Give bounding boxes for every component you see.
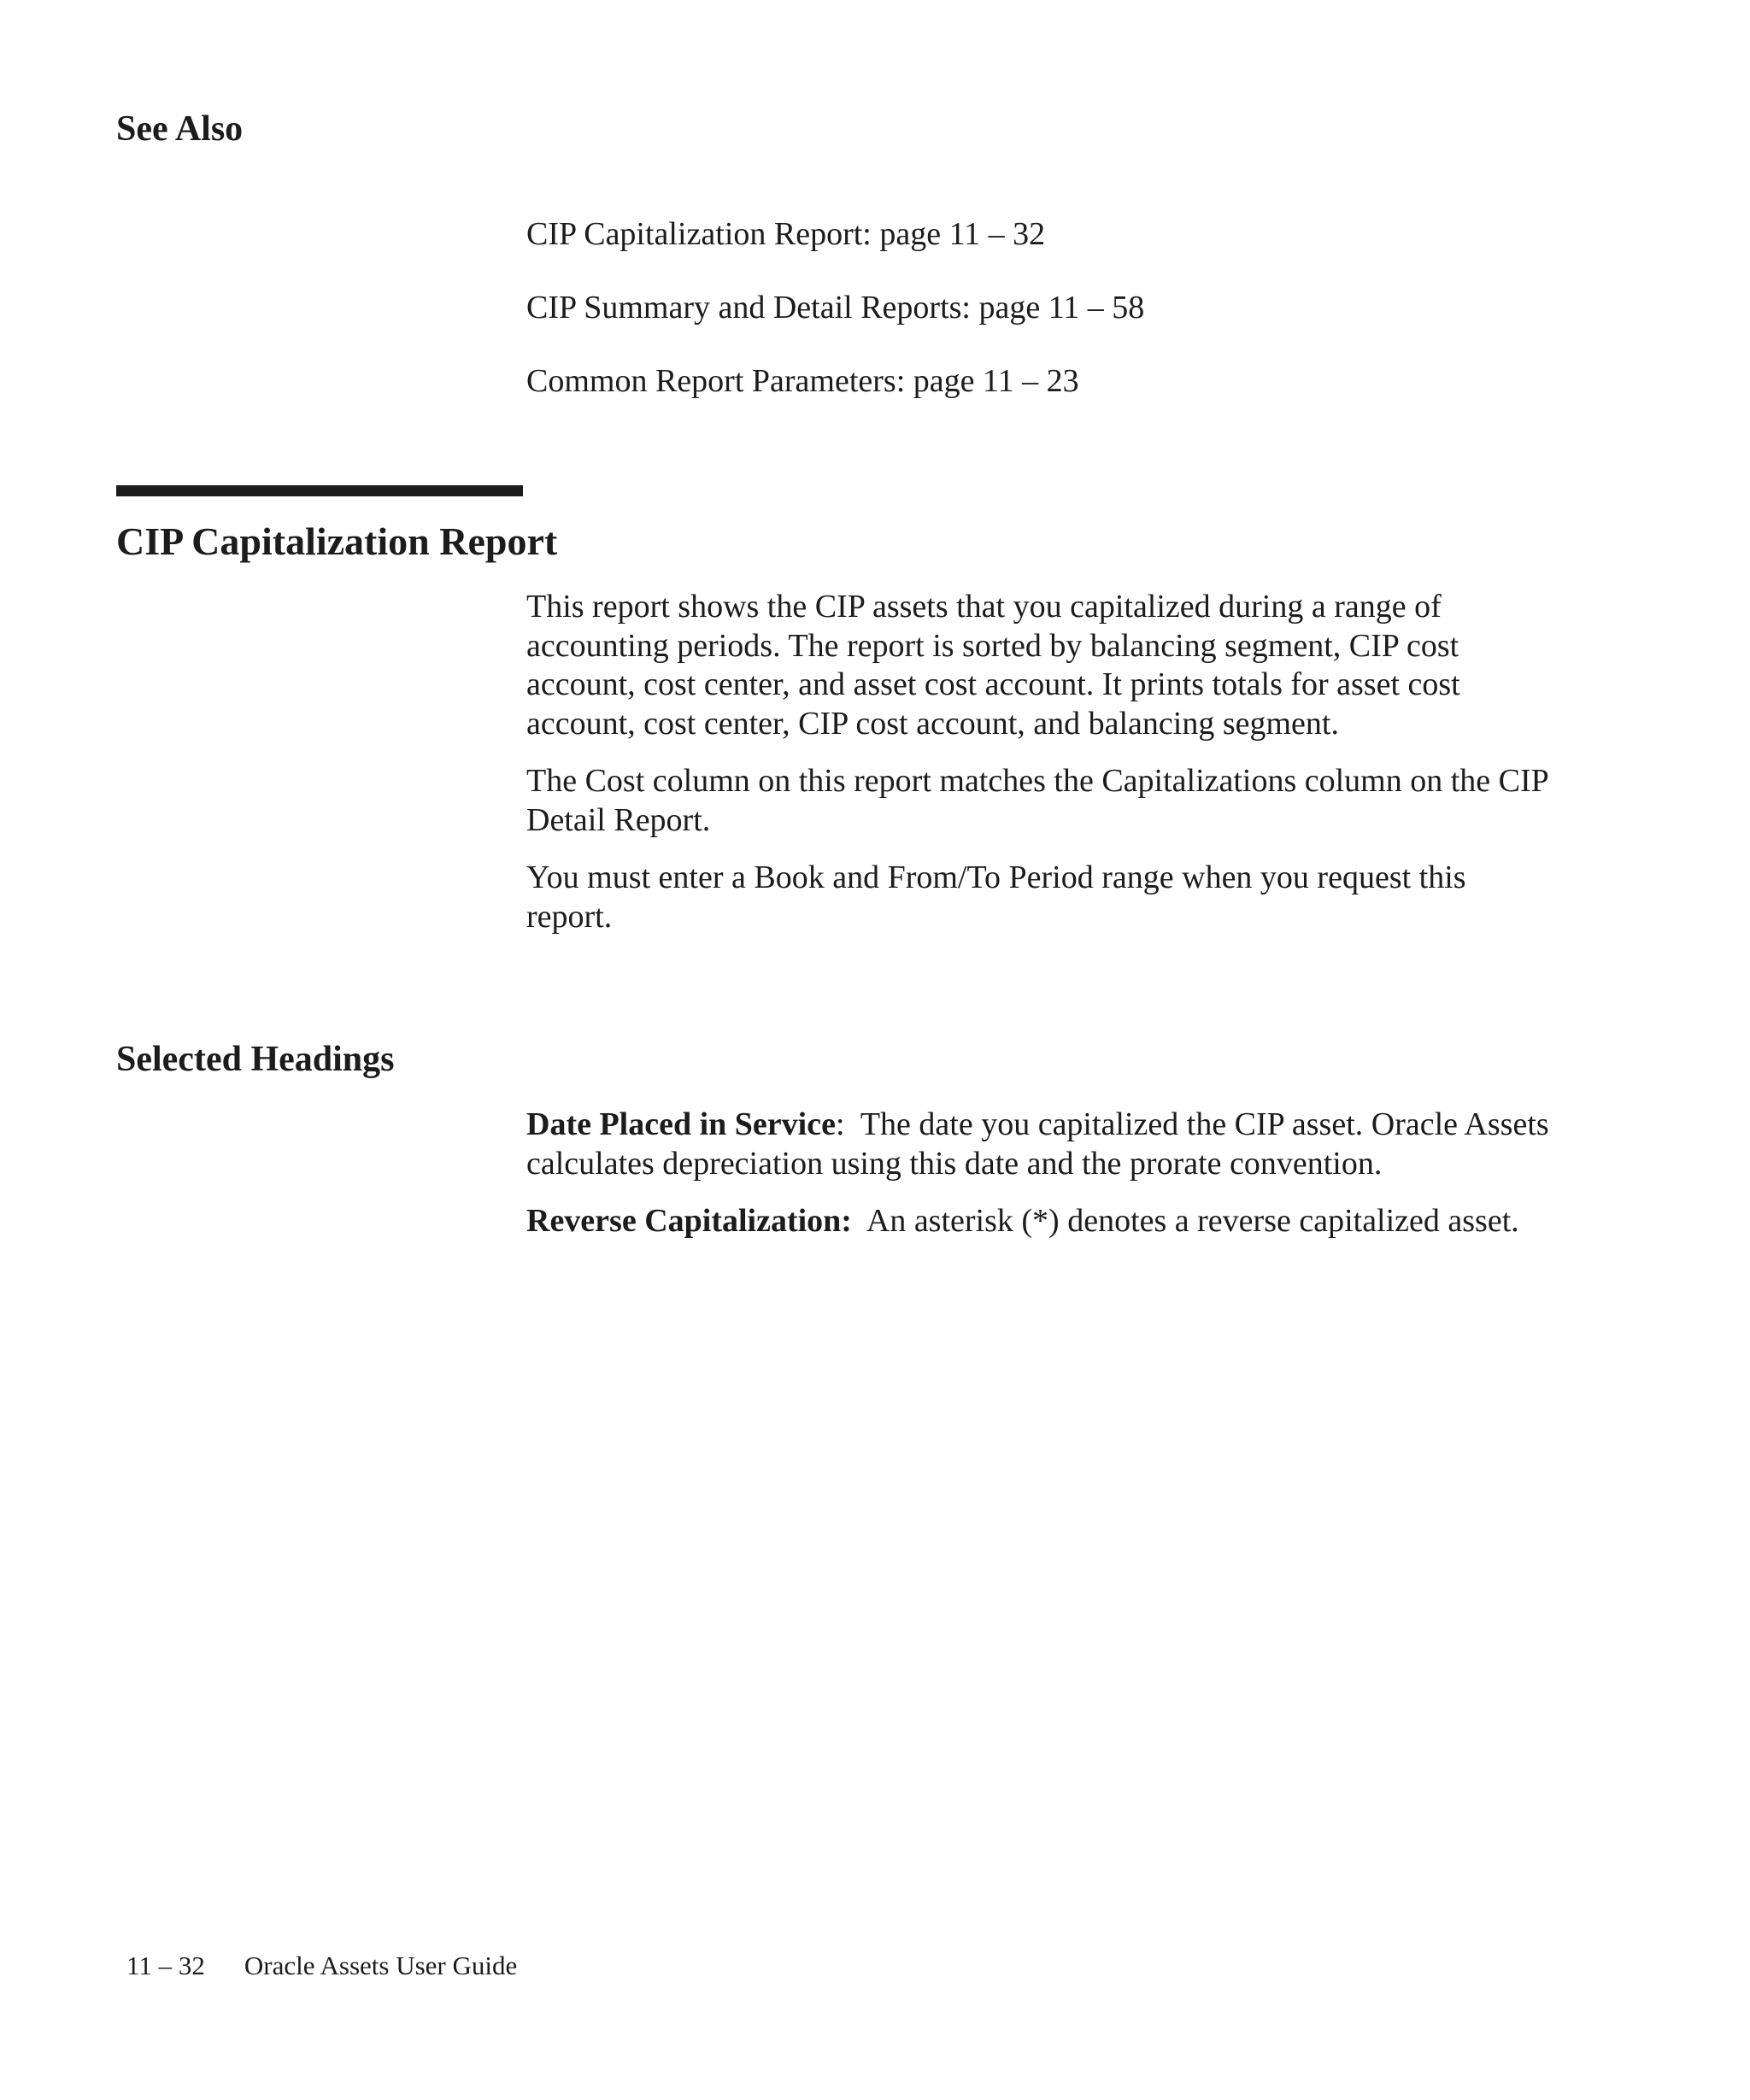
footer-page-number: 11 – 32	[126, 1950, 205, 1980]
selected-headings-heading: Selected Headings	[116, 1040, 395, 1079]
see-also-list	[526, 215, 1552, 436]
selected-headings-list	[526, 1106, 1552, 1241]
section-divider-rule	[116, 485, 523, 496]
heading-separator: :	[835, 1106, 860, 1142]
footer-book-title: Oracle Assets User Guide	[244, 1950, 518, 1980]
section-title: CIP Capitalization Report	[116, 519, 558, 563]
see-also-link-common-report-parameters[interactable]: Common Report Parameters: page 11 – 23	[526, 363, 1079, 399]
heading-description: An asterisk (*) denotes a reverse capitalized asset.	[866, 1203, 1519, 1239]
see-also-link-cip-capitalization-report[interactable]: CIP Capitalization Report: page 11 – 32	[526, 216, 1046, 252]
report-description-paragraph: This report shows the CIP assets that you capitalized during a range of accounting periods. The report is sorted by balancing segment, CIP cost account, cost center, and asset cost account. It prints totals for asset cost account, cost center, CIP cost account, and balancing segment.	[526, 589, 1460, 742]
see-also-heading: See Also	[116, 109, 244, 149]
page-footer	[126, 1950, 517, 1981]
report-description	[526, 588, 1552, 936]
report-description-paragraph: You must enter a Book and From/To Period range when you request this report.	[526, 859, 1466, 935]
see-also-link-cip-summary-detail-reports[interactable]: CIP Summary and Detail Reports: page 11 – 58	[526, 290, 1145, 326]
heading-term: Reverse Capitalization:	[526, 1203, 852, 1239]
heading-term: Date Placed in Service	[526, 1106, 836, 1142]
heading-definition	[526, 1202, 1552, 1241]
heading-definition	[526, 1106, 1552, 1183]
heading-description: The date you capitalized the CIP asset. Oracle Assets calculates depreciation using this date and the prorate convention.	[526, 1106, 1549, 1182]
heading-separator	[852, 1203, 866, 1239]
report-description-paragraph: The Cost column on this report matches the Capitalizations column on the CIP Detail Report.	[526, 763, 1548, 838]
